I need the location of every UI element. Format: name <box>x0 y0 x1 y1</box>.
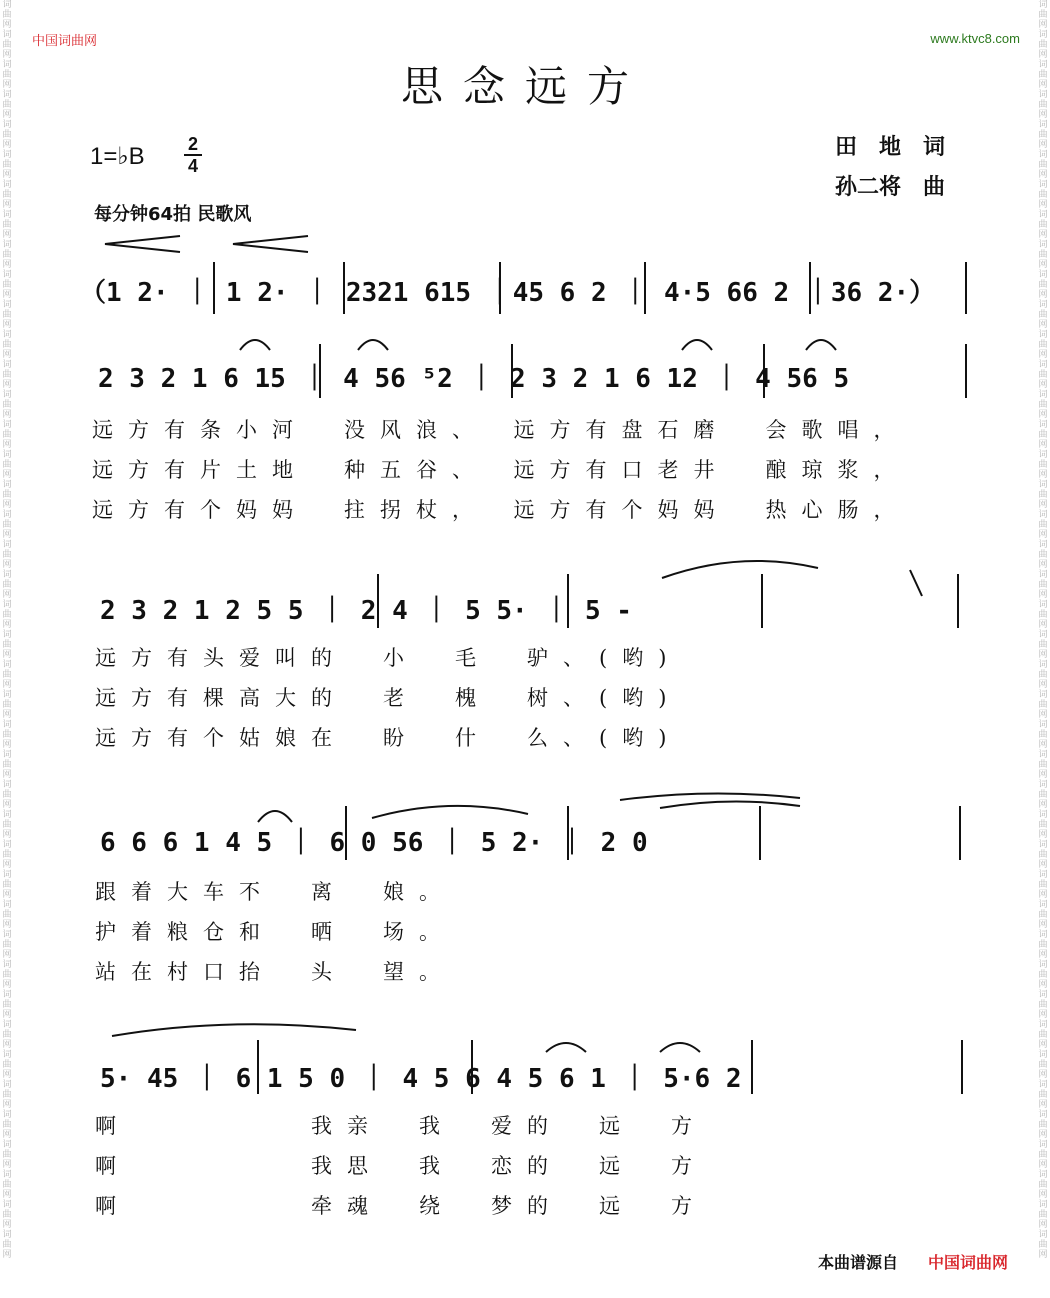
watermark-left: 词曲网词曲网词曲网词曲网词曲网词曲网词曲网词曲网词曲网词曲网词曲网词曲网词曲网词曲网词曲网词曲网词曲网词曲网词曲网词曲网词曲网词曲网词曲网词曲网词曲网词曲网词曲网词曲网词曲网词曲网词曲网词曲网词曲网词曲网词曲网词曲网词曲网词曲网词曲网词曲网词曲网词曲网 <box>2 0 12 1260</box>
footer-source-link[interactable]: 中国词曲网 <box>928 1253 1009 1272</box>
lyric-line-2-verse-3: 远方有个妈妈 拄拐杖， 远方有个妈妈 热心肠， <box>92 498 910 522</box>
slur <box>660 1043 700 1052</box>
site-name-link[interactable]: 中国词曲网 <box>32 34 98 49</box>
tie <box>620 793 800 800</box>
notation-line-1: （1 2· ｜ 1 2· ｜ 2321 615 ｜45 6 2 ｜ 4·5 66 2 ｜36 2·） <box>80 278 936 308</box>
watermark-right: 词曲网词曲网词曲网词曲网词曲网词曲网词曲网词曲网词曲网词曲网词曲网词曲网词曲网词曲网词曲网词曲网词曲网词曲网词曲网词曲网词曲网词曲网词曲网词曲网词曲网词曲网词曲网词曲网词曲网词曲网词曲网词曲网词曲网词曲网词曲网词曲网词曲网词曲网词曲网词曲网词曲网词曲网 <box>1038 0 1048 1260</box>
lyric-line-3-verse-3: 远方有个姑娘在 盼 什 么、(哟) <box>95 726 682 750</box>
tie <box>662 561 818 578</box>
slur <box>358 340 388 350</box>
footer-source-label: 本曲谱源自 <box>818 1253 899 1272</box>
tie <box>112 1024 356 1036</box>
lyric-line-4-verse-2: 护着粮仓和 晒 场。 <box>95 920 455 944</box>
lyric-line-2-verse-1: 远方有条小河 没风浪、 远方有盘石磨 会歌唱， <box>92 418 910 442</box>
slur <box>240 340 270 350</box>
notation-line-2: 2 3 2 1 6 15 ｜ 4 56 ⁵2 ｜ 2 3 2 1 6 12 ｜ 4 56 5 <box>98 364 850 394</box>
key-signature: 1=♭B <box>90 143 145 170</box>
crescendo-hairpin <box>233 236 308 252</box>
tempo-marking: 每分钟64拍 民歌风 <box>94 204 252 225</box>
slur <box>372 806 528 818</box>
composer-credit: 孙二将 曲 <box>835 175 946 200</box>
lyric-line-4-verse-3: 站在村口抬 头 望。 <box>95 960 455 984</box>
notation-line-4: 6 6 6 1 4 5 ｜ 6 0 56 ｜ 5 2· ｜ 2 0 <box>100 828 648 858</box>
notation-line-5: 5· 45 ｜ 6 1 5 0 ｜ 4 5 6 4 5 6 1 ｜ 5·6 2 <box>100 1064 742 1094</box>
lyric-line-3-verse-1: 远方有头爱叫的 小 毛 驴、(哟) <box>95 646 682 670</box>
tie <box>660 801 800 808</box>
lyric-line-4-verse-1: 跟着大车不 离 娘。 <box>95 880 455 904</box>
slur <box>546 1043 586 1052</box>
phrase-mark <box>910 570 922 596</box>
slur <box>682 340 712 350</box>
lyric-line-5-verse-1: 啊 我亲 我 爱的 远 方 <box>95 1114 707 1138</box>
time-signature-bottom: 4 <box>187 156 198 176</box>
lyric-line-5-verse-3: 啊 牵魂 绕 梦的 远 方 <box>95 1194 707 1218</box>
crescendo-hairpin <box>105 236 180 252</box>
time-signature-top: 2 <box>187 134 198 154</box>
lyricist-credit: 田 地 词 <box>835 135 946 160</box>
notation-line-3: 2 3 2 1 2 5 5 ｜ 2 4 ｜ 5 5· ｜ 5 - <box>100 596 632 626</box>
lyric-line-5-verse-2: 啊 我思 我 恋的 远 方 <box>95 1154 707 1178</box>
slur <box>258 811 292 822</box>
slur <box>806 340 836 350</box>
song-title: 思念远方 <box>400 62 649 111</box>
lyric-line-3-verse-2: 远方有棵高大的 老 槐 树、(哟) <box>95 686 682 710</box>
lyric-line-2-verse-2: 远方有片土地 种五谷、 远方有口老井 酿琼浆， <box>92 458 910 482</box>
site-url-link[interactable]: www.ktvc8.com <box>930 31 1020 46</box>
